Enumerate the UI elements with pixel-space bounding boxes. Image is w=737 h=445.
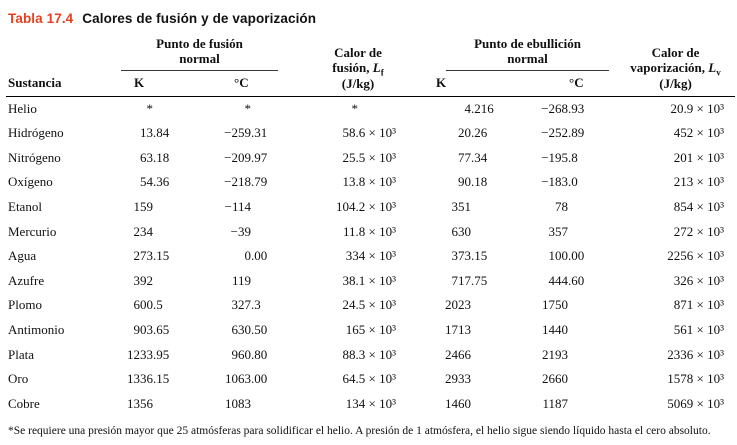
- cell-fusion-heat: 104.2 × 10³: [336, 199, 397, 215]
- cell-fusion-c: 1083: [225, 395, 252, 411]
- cell-boil-c: −183 .0: [541, 174, 578, 190]
- cell-fusion-c: 327 .3: [231, 297, 261, 313]
- cell-fusion-c: 0 .00: [244, 248, 268, 264]
- boiling-point-group: [410, 36, 616, 71]
- header-spacer: [6, 36, 118, 71]
- cell-boil-k: 2466: [445, 346, 472, 362]
- cell-boil-k: 717 .75: [451, 272, 488, 288]
- cell-fusion-k: 234: [133, 223, 153, 239]
- cell-fusion-k: 63 .18: [140, 149, 170, 165]
- cell-fusion-heat: 58.6 × 10³: [342, 125, 397, 141]
- cell-boil-k: 1460: [445, 395, 472, 411]
- cell-vap-heat: 201 × 10³: [673, 149, 725, 165]
- table-row: [6, 318, 735, 343]
- cell-boil-k: 630: [451, 223, 472, 239]
- cell-fusion-k: 273 .15: [133, 248, 170, 264]
- cell-substance: Cobre: [8, 395, 40, 411]
- cell-fusion-heat: 64.5 × 10³: [342, 371, 397, 387]
- table-row: [6, 269, 735, 294]
- cell-fusion-k: 1233 .95: [127, 346, 170, 362]
- table-row: [6, 293, 735, 318]
- cell-boil-c: −252 .89: [541, 125, 585, 141]
- cell-fusion-c: −259 .31: [224, 125, 268, 141]
- cell-fusion-heat: 11.8 × 10³: [343, 223, 397, 239]
- cell-fusion-heat: 134 × 10³: [345, 395, 397, 411]
- cell-fusion-heat: 25.5 × 10³: [342, 149, 397, 165]
- cell-vap-heat: 1578 × 10³: [667, 371, 725, 387]
- cell-boil-k: 4 .216: [464, 100, 494, 116]
- table-row: [6, 220, 735, 245]
- cell-boil-c: −195 .8: [541, 149, 578, 165]
- fusion-point-group-label: Punto de fusión normal: [121, 36, 278, 71]
- cell-vap-heat: 20.9 × 10³: [670, 100, 725, 116]
- cell-fusion-k: *: [146, 100, 153, 116]
- cell-substance: Hidrógeno: [8, 125, 64, 141]
- table-row: [6, 367, 735, 392]
- cell-fusion-k: 903 .65: [133, 322, 170, 337]
- boiling-celsius-header: °C: [502, 71, 616, 97]
- table-number: Tabla 17.4: [8, 11, 74, 26]
- table-footnote: *Se requiere una presión mayor que 25 atmósferas para solidificar el helio. A presión de 1 atmósfera, el helio sigue siendo líquido hasta el cero absoluto.: [8, 425, 711, 438]
- cell-fusion-c: −39: [230, 223, 252, 239]
- cell-fusion-c: *: [244, 100, 252, 116]
- cell-vap-heat: 326 × 10³: [673, 272, 725, 288]
- cell-fusion-heat: 13.8 × 10³: [342, 174, 397, 190]
- cell-substance: Azufre: [8, 272, 45, 288]
- fusion-celsius-header: °C: [204, 71, 306, 97]
- cell-fusion-c: 1063 .00: [225, 371, 268, 387]
- cell-fusion-heat: 334 × 10³: [345, 248, 397, 264]
- cell-vap-heat: 2256 × 10³: [667, 248, 725, 264]
- table-row: [6, 195, 735, 220]
- cell-fusion-k: 1336 .15: [127, 371, 170, 387]
- cell-fusion-k: 392: [133, 272, 153, 288]
- fusion-heat-header: Calor de fusión, $L_f$ (J/kg): [306, 36, 410, 96]
- table-row: [6, 170, 735, 195]
- cell-vap-heat: 2336 × 10³: [667, 346, 725, 362]
- cell-fusion-k: 600 .5: [133, 297, 163, 313]
- cell-boil-c: 1187: [542, 395, 569, 411]
- table-body: [6, 96, 735, 416]
- cell-boil-c: 1750: [542, 297, 569, 313]
- cell-substance: Plomo: [8, 297, 42, 313]
- cell-boil-k: 373 .15: [451, 248, 488, 264]
- cell-fusion-k: 54 .36: [140, 174, 170, 190]
- cell-boil-c: 444 .60: [548, 272, 585, 288]
- heats-table: [6, 36, 735, 416]
- cell-fusion-c: −218 .79: [224, 174, 268, 190]
- table-row: [6, 121, 735, 146]
- cell-substance: Mercurio: [8, 223, 57, 239]
- group-header-row: [6, 36, 735, 71]
- cell-fusion-heat: 38.1 × 10³: [342, 272, 397, 288]
- cell-boil-c: 357: [548, 223, 569, 239]
- cell-substance: Oxígeno: [8, 174, 53, 190]
- cell-boil-k: 1713: [445, 322, 472, 337]
- cell-vap-heat: 871 × 10³: [673, 297, 725, 313]
- table-row: [6, 244, 735, 269]
- cell-fusion-c: −209 .97: [224, 149, 268, 165]
- cell-substance: Agua: [8, 248, 37, 264]
- cell-boil-k: 2933: [445, 371, 472, 387]
- table-row: [6, 343, 735, 368]
- cell-boil-k: 77 .34: [458, 149, 488, 165]
- fusion-kelvin-header: K: [118, 71, 204, 97]
- cell-boil-c: 2660: [542, 371, 569, 387]
- cell-substance: Nitrógeno: [8, 149, 61, 165]
- boiling-kelvin-header: K: [410, 71, 502, 97]
- vaporization-heat-header: Calor de vaporización, $L_v$ (J/kg): [616, 36, 735, 96]
- cell-fusion-c: −114: [224, 199, 252, 215]
- cell-boil-k: 351: [451, 199, 472, 215]
- cell-fusion-k: 13 .84: [140, 125, 170, 141]
- cell-boil-k: 90 .18: [458, 174, 488, 190]
- cell-vap-heat: 561 × 10³: [673, 322, 725, 337]
- cell-boil-c: 2193: [542, 346, 569, 362]
- cell-substance: Plata: [8, 346, 34, 362]
- table-row: [6, 392, 735, 417]
- substance-header: Sustancia: [6, 71, 118, 97]
- cell-vap-heat: 452 × 10³: [673, 125, 725, 141]
- cell-vap-heat: 213 × 10³: [673, 174, 725, 190]
- table-caption: Calores de fusión y de vaporización: [82, 11, 317, 26]
- cell-fusion-heat: 165 × 10³: [345, 322, 397, 337]
- cell-vap-heat: 272 × 10³: [673, 223, 725, 239]
- cell-fusion-c: 630 .50: [231, 322, 268, 337]
- cell-substance: Oro: [8, 371, 29, 387]
- cell-fusion-c: 119: [231, 272, 252, 288]
- cell-boil-c: 78: [555, 199, 569, 215]
- cell-boil-k: 2023: [445, 297, 472, 313]
- cell-fusion-heat: *: [351, 100, 359, 116]
- fusion-point-group: [118, 36, 306, 71]
- cell-fusion-k: 159: [133, 199, 153, 215]
- cell-boil-c: −268 .93: [541, 100, 585, 116]
- cell-fusion-c: 960 .80: [231, 346, 268, 362]
- cell-substance: Etanol: [8, 199, 42, 215]
- table-title: [6, 8, 731, 36]
- cell-boil-k: 20 .26: [458, 125, 488, 141]
- cell-substance: Antimonio: [8, 322, 65, 337]
- table-row: [6, 146, 735, 171]
- cell-vap-heat: 854 × 10³: [673, 199, 725, 215]
- cell-fusion-heat: 24.5 × 10³: [342, 297, 397, 313]
- table-row: [6, 96, 735, 121]
- cell-vap-heat: 5069 × 10³: [667, 395, 725, 411]
- cell-fusion-k: 1356: [127, 395, 153, 411]
- cell-fusion-heat: 88.3 × 10³: [342, 346, 397, 362]
- cell-boil-c: 1440: [542, 322, 569, 337]
- boiling-point-group-label: Punto de ebullición normal: [446, 36, 609, 71]
- cell-boil-c: 100 .00: [548, 248, 585, 264]
- cell-substance: Helio: [8, 100, 37, 116]
